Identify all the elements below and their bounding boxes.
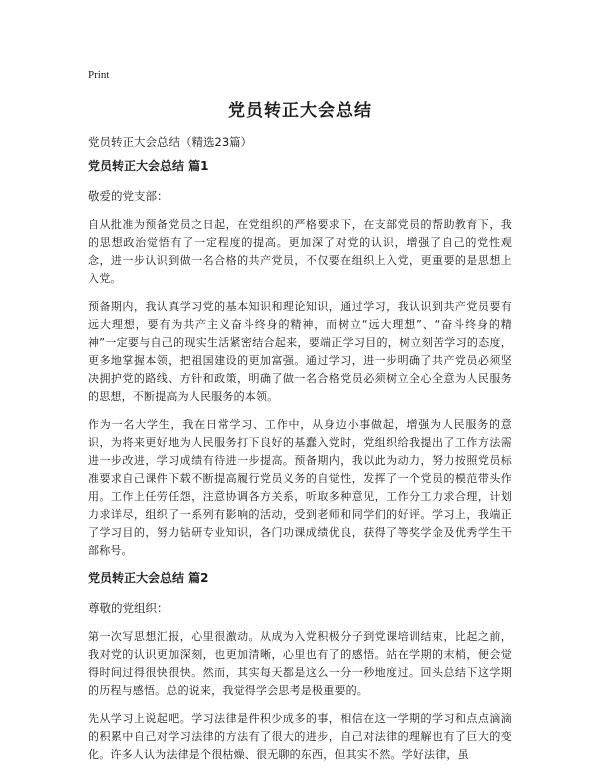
salutation: 敬爱的党支部： — [88, 189, 169, 203]
paragraph: 作为一名大学生，我在日常学习、工作中，从身边小事做起，增强为人民服务的意识，为将来更好地为人民服务打下良好的基蠢入党时，党组织给我提出了工作方法需进一步改进，学习成绩有待进一步提高。预备期内，我以此为动力，努力按照党员标准要求自己课件下载不断提高履行党员义务的自觉性，发挥了一个党员的模范带头作用。工作上任劳任怨，注意协调各方关系，听取多种意见，工作分工力求合理，计划力求详尽，组织了一系列有影响的活动，受到老师和同学们的好评。学习上，我端正了学习目的，努力钻研专业知识，各门功课成绩优良，获得了等奖学金及优秀学生干部称号。 — [88, 418, 512, 557]
section-2 — [88, 570, 512, 764]
document-body — [88, 158, 512, 774]
section-1 — [88, 158, 512, 560]
paragraph: 预备期内，我认真学习党的基本知识和理论知识，通过学习，我认识到共产党员要有远大理想，要有为共产主义奋斗终身的精神，而树立“远大理想”、“奋斗终身的精神”一定要与自己的现实生活紧密结合起来，要端正学习目的，树立刻苦学习的态度，更多地掌握本领，把祖国建设的更加富强。通过学习，进一步明确了共产党员必须坚决拥护党的路线、方针和政策，明确了做一名合格党员必须树立全心全意为人民服务的思想，不断提高为人民服务的本领。 — [88, 300, 512, 403]
section-heading: 党员转正大会总结 篇1 — [88, 159, 209, 173]
paragraph: 第一次写思想汇报，心里很激动。从成为入党积极分子到党课培训结束，比起之前，我对党的认识更加深刻，也更加清晰，心里也有了的感悟。站在学期的末梢，便会觉得时间过得很快很快。然而，其实每天都是这么一分一秒地度过。回头总结下这学期的历程与感悟。总的说来，我觉得学会思考是极重要的。 — [88, 630, 512, 697]
salutation: 尊敬的党组织： — [88, 601, 169, 615]
section-heading: 党员转正大会总结 篇2 — [88, 571, 209, 585]
paragraph: 自从批准为预备党员之日起，在党组织的严格要求下，在支部党员的帮助教育下，我的思想政治觉悟有了一定程度的提高。更加深了对党的认识，增强了自己的党性观念，进一步认识到做一名合格的共产党员，不仅要在组织上入党，更重要的是思想上入党。 — [88, 218, 512, 285]
document-subtitle: 党员转正大会总结（精选23篇） — [88, 135, 253, 149]
paragraph: 先从学习上说起吧。学习法律是件积少成多的事，相信在这一学期的学习和点点滴滴的积累中自己对学习法律的方法有了很大的进步，自己对法律的理解也有了巨大的变化。许多人认为法律是个很枯燥、很无聊的东西，但其实不然。学好法律，虽 — [88, 712, 512, 761]
document-title: 党员转正大会总结 — [228, 101, 372, 121]
print-link[interactable]: Print — [88, 69, 110, 81]
